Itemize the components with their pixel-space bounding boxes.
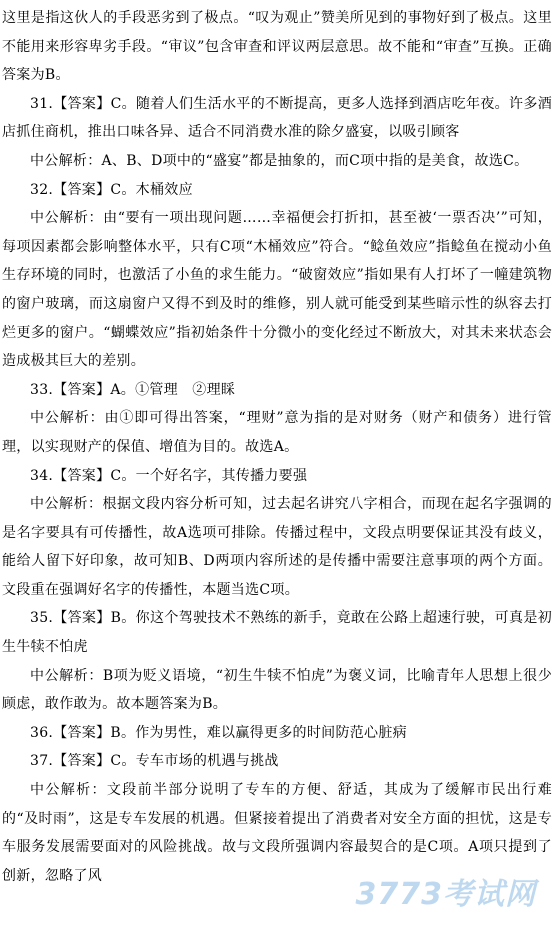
answer-37: 37.【答案】C。专车市场的机遇与挑战 (30, 753, 279, 770)
analysis-34: 中公解析：根据文段内容分析可知，过去起名讲究八字相合，而现在起名字强调的是名字要具有可传播性，故A选项可排除。传播过程中，文段点明要保证其没有歧义，能给人留下好印象，故可知B、D两项内容所述的是传播中需要注意事项的两个方面。文段重在强调好名字的传播性，本题当选C项。 (2, 496, 552, 598)
answer-34: 34.【答案】C。一个好名字，其传播力要强 (30, 467, 308, 484)
answer-32: 32.【答案】C。木桶效应 (30, 181, 193, 198)
analysis-37: 中公解析：文段前半部分说明了专车的方便、舒适，其成为了缓解市民出行难的“及时雨”，这是专车发展的机遇。但紧接着提出了消费者对安全方面的担忧，这是专车服务发展需要面对的风险挑战。故与文段所强调内容最契合的是C项。A项只提到了创新，忽略了风 (2, 782, 552, 884)
answer-36: 36.【答案】B。作为男性，难以赢得更多的时间防范心脏病 (30, 724, 407, 741)
answer-33: 33.【答案】A。①管理 ②理睬 (30, 381, 236, 398)
answer-35: 35.【答案】B。你这个驾驶技术不熟练的新手，竟敢在公路上超速行驶，可真是初生牛犊不怕虎 (2, 610, 552, 656)
answer-31: 31.【答案】C。随着人们生活水平的不断提高，更多人选择到酒店吃年夜。许多酒店抓住商机，推出口味各异、适合不同消费水准的除夕盛宴，以吸引顾客 (2, 95, 552, 141)
site-watermark: 3773考试网 (355, 877, 536, 913)
analysis-32: 中公解析：由“要有一项出现问题……幸福便会打折扣，甚至被‘一票否决’”可知，每项因素都会影响整体水平，只有C项“木桶效应”符合。“鲶鱼效应”指鲶鱼在搅动小鱼生存环境的同时，也激活了小鱼的求生能力。“破窗效应”指如果有人打坏了一幢建筑物的窗户玻璃，而这扇窗户又得不到及时的维修，别人就可能受到某些暗示性的纵容去打烂更多的窗户。“蝴蝶效应”指初始条件十分微小的变化经过不断放大，对其未来状态会造成极其巨大的差别。 (2, 210, 552, 370)
analysis-35: 中公解析：B项为贬义语境，“初生牛犊不怕虎”为褒义词，比喻青年人思想上很少顾虑，敢作敢为。故本题答案为B。 (2, 667, 552, 713)
analysis-33: 中公解析：由①即可得出答案，“理财”意为指的是对财务（财产和债务）进行管理，以实现财产的保值、增值为目的。故选A。 (2, 410, 552, 455)
analysis-31: 中公解析：A、B、D项中的“盛宴”都是抽象的，而C项中指的是美食，故选C。 (30, 152, 529, 169)
paragraph-continuation-30: 这里是指这伙人的手段恶劣到了极点。“叹为观止”赞美所见到的事物好到了极点。这里不能用来形容卑劣手段。“审议”包含审查和评议两层意思。故不能和“审查”互换。正确答案为B。 (2, 10, 552, 84)
